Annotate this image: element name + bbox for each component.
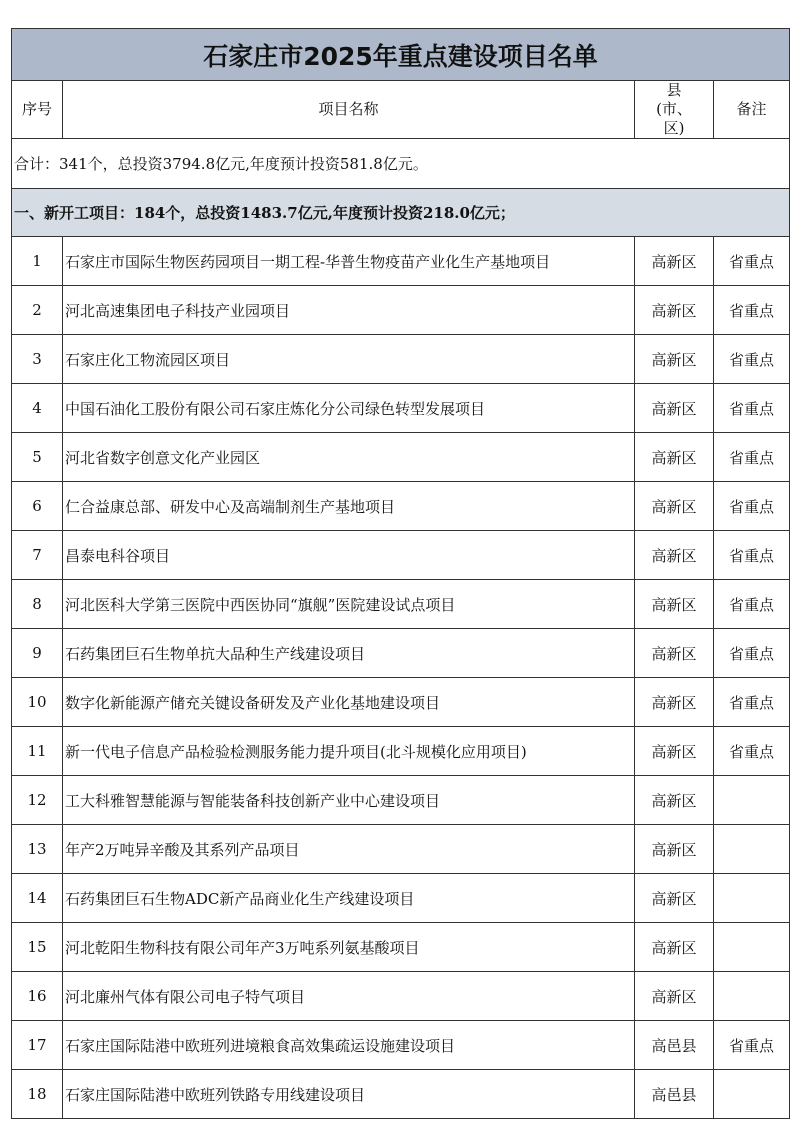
table-row xyxy=(12,237,790,286)
note-cell xyxy=(714,825,790,874)
project-name: 工大科雅智慧能源与智能装备科技创新产业中心建设项目 xyxy=(63,776,635,825)
row-number: 13 xyxy=(12,825,63,874)
project-name: 石家庄国际陆港中欧班列进境粮食高效集疏运设施建设项目 xyxy=(63,1021,635,1070)
note-cell: 省重点 xyxy=(714,384,790,433)
table-row xyxy=(12,433,790,482)
county-cell: 高新区 xyxy=(635,531,714,580)
county-cell: 高新区 xyxy=(635,335,714,384)
project-name: 年产2万吨异辛酸及其系列产品项目 xyxy=(63,825,635,874)
note-cell: 省重点 xyxy=(714,727,790,776)
row-number: 12 xyxy=(12,776,63,825)
project-name: 数字化新能源产储充关键设备研发及产业化基地建设项目 xyxy=(63,678,635,727)
county-cell: 高新区 xyxy=(635,384,714,433)
county-cell: 高邑县 xyxy=(635,1021,714,1070)
project-name: 石家庄化工物流园区项目 xyxy=(63,335,635,384)
project-name: 石家庄国际陆港中欧班列铁路专用线建设项目 xyxy=(63,1070,635,1119)
row-number: 14 xyxy=(12,874,63,923)
table-row xyxy=(12,776,790,825)
project-name: 河北省数字创意文化产业园区 xyxy=(63,433,635,482)
note-cell: 省重点 xyxy=(714,1021,790,1070)
row-number: 16 xyxy=(12,972,63,1021)
row-number: 2 xyxy=(12,286,63,335)
header-no: 序号 xyxy=(12,81,63,139)
header-note: 备注 xyxy=(714,81,790,139)
county-cell: 高新区 xyxy=(635,825,714,874)
note-cell: 省重点 xyxy=(714,678,790,727)
table-row xyxy=(12,580,790,629)
project-name: 河北医科大学第三医院中西医协同“旗舰”医院建设试点项目 xyxy=(63,580,635,629)
table-row xyxy=(12,1070,790,1119)
table-row xyxy=(12,972,790,1021)
project-name: 石家庄市国际生物医药园项目一期工程-华普生物疫苗产业化生产基地项目 xyxy=(63,237,635,286)
table-row xyxy=(12,825,790,874)
county-cell: 高新区 xyxy=(635,923,714,972)
county-cell: 高新区 xyxy=(635,972,714,1021)
row-number: 3 xyxy=(12,335,63,384)
table-row xyxy=(12,286,790,335)
project-name: 中国石油化工股份有限公司石家庄炼化分公司绿色转型发展项目 xyxy=(63,384,635,433)
table-row xyxy=(12,678,790,727)
row-number: 11 xyxy=(12,727,63,776)
project-name: 新一代电子信息产品检验检测服务能力提升项目(北斗规模化应用项目) xyxy=(63,727,635,776)
table-row xyxy=(12,531,790,580)
note-cell: 省重点 xyxy=(714,629,790,678)
row-number: 15 xyxy=(12,923,63,972)
note-cell: 省重点 xyxy=(714,286,790,335)
county-cell: 高新区 xyxy=(635,580,714,629)
table-row xyxy=(12,727,790,776)
project-name: 仁合益康总部、研发中心及高端制剂生产基地项目 xyxy=(63,482,635,531)
note-cell: 省重点 xyxy=(714,237,790,286)
county-cell: 高新区 xyxy=(635,237,714,286)
table-row xyxy=(12,923,790,972)
row-number: 17 xyxy=(12,1021,63,1070)
row-number: 1 xyxy=(12,237,63,286)
header-name: 项目名称 xyxy=(63,81,635,139)
project-table xyxy=(11,28,790,1119)
section-heading: 一、新开工项目：184个，总投资1483.7亿元,年度预计投资218.0亿元； xyxy=(12,189,790,237)
row-number: 9 xyxy=(12,629,63,678)
page-title: 石家庄市2025年重点建设项目名单 xyxy=(12,29,790,81)
note-cell: 省重点 xyxy=(714,433,790,482)
project-name: 石药集团巨石生物单抗大品种生产线建设项目 xyxy=(63,629,635,678)
table-row xyxy=(12,1021,790,1070)
row-number: 18 xyxy=(12,1070,63,1119)
project-name: 石药集团巨石生物ADC新产品商业化生产线建设项目 xyxy=(63,874,635,923)
table-row xyxy=(12,482,790,531)
table-row xyxy=(12,384,790,433)
county-cell: 高新区 xyxy=(635,776,714,825)
county-cell: 高新区 xyxy=(635,874,714,923)
note-cell xyxy=(714,1070,790,1119)
county-cell: 高新区 xyxy=(635,482,714,531)
project-name: 河北廉州气体有限公司电子特气项目 xyxy=(63,972,635,1021)
project-name: 昌泰电科谷项目 xyxy=(63,531,635,580)
note-cell: 省重点 xyxy=(714,482,790,531)
total-summary: 合计：341个，总投资3794.8亿元,年度预计投资581.8亿元。 xyxy=(12,139,790,189)
row-number: 5 xyxy=(12,433,63,482)
table-row xyxy=(12,874,790,923)
note-cell: 省重点 xyxy=(714,580,790,629)
row-number: 6 xyxy=(12,482,63,531)
note-cell: 省重点 xyxy=(714,335,790,384)
note-cell xyxy=(714,776,790,825)
header-county: 县(市、区) xyxy=(635,81,714,139)
note-cell xyxy=(714,972,790,1021)
county-cell: 高邑县 xyxy=(635,1070,714,1119)
county-cell: 高新区 xyxy=(635,433,714,482)
note-cell xyxy=(714,923,790,972)
table-row xyxy=(12,335,790,384)
project-name: 河北高速集团电子科技产业园项目 xyxy=(63,286,635,335)
county-cell: 高新区 xyxy=(635,727,714,776)
note-cell xyxy=(714,874,790,923)
row-number: 10 xyxy=(12,678,63,727)
row-number: 7 xyxy=(12,531,63,580)
note-cell: 省重点 xyxy=(714,531,790,580)
county-cell: 高新区 xyxy=(635,286,714,335)
row-number: 8 xyxy=(12,580,63,629)
county-cell: 高新区 xyxy=(635,629,714,678)
table-row xyxy=(12,629,790,678)
county-cell: 高新区 xyxy=(635,678,714,727)
project-name: 河北乾阳生物科技有限公司年产3万吨系列氨基酸项目 xyxy=(63,923,635,972)
row-number: 4 xyxy=(12,384,63,433)
